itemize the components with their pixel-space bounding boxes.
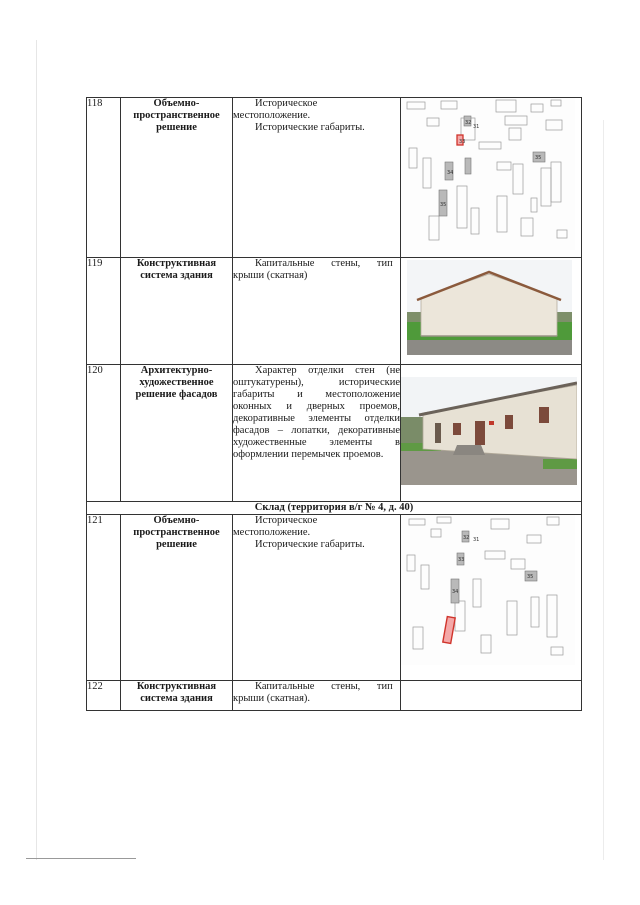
description-line: Исторические габариты. (255, 122, 365, 133)
element-name-line: Объемно- (153, 515, 200, 526)
footer-rule (26, 858, 136, 859)
description-line: Капитальные стены, тип (255, 681, 393, 692)
building-number-label: 35 (535, 155, 542, 161)
site-plan-map (401, 515, 575, 665)
description-line: Исторические габариты. (255, 539, 365, 550)
plan-buildings (451, 531, 537, 603)
element-name-line: система здания (140, 693, 213, 704)
element-name-line: решение (156, 539, 197, 550)
element-name-line: пространственное (133, 527, 220, 538)
building-number-label: 31 (473, 124, 480, 130)
plan-outlines (407, 517, 563, 655)
protected-elements-table (86, 97, 582, 711)
plan-outlines (407, 100, 567, 240)
photo-cell (401, 365, 582, 502)
description-paragraph: Характер отделки стен (не оштукатурены), исторические габариты и местоположение оконных и дверных проемов, декоративные элементы отделки фасадов – лопатки, декоративные художественные элементы в оформлении перемычек проемов. (233, 365, 400, 460)
element-name-line: художественное (139, 377, 214, 388)
building-number-label: 33 (459, 139, 466, 145)
element-name-line: пространственное (133, 110, 220, 121)
photo-cell (401, 681, 582, 711)
site-plan-cell (401, 98, 582, 258)
facade-photo (401, 377, 577, 485)
element-name-line: решение (156, 122, 197, 133)
element-name (121, 258, 233, 365)
scan-edge-right (603, 120, 604, 860)
row-number: 122 (87, 681, 121, 711)
table-row (87, 502, 582, 515)
row-number: 118 (87, 98, 121, 258)
element-name (121, 365, 233, 502)
site-plan-cell (401, 515, 582, 681)
element-name (121, 515, 233, 681)
element-name-line: решение фасадов (135, 389, 218, 400)
table-row (87, 365, 582, 502)
facade-window (453, 423, 461, 435)
building-number-label: 32 (465, 120, 472, 126)
element-description (233, 98, 401, 258)
building-number-label: 34 (452, 589, 459, 595)
description-line: крыши (скатная) (233, 270, 308, 281)
facade-door (475, 421, 485, 445)
element-description (233, 365, 401, 502)
building-number-label: 32 (463, 535, 470, 541)
element-description (233, 681, 401, 711)
building-number-label: 34 (447, 170, 454, 176)
element-name-line: Конструктивная (136, 681, 217, 692)
building-number-label: 33 (458, 557, 465, 563)
plan-buildings (439, 116, 545, 216)
description-line: Капитальные стены, тип (255, 258, 393, 269)
section-heading: Склад (территория в/г № 4, д. 40) (87, 502, 582, 515)
element-name-line: система здания (140, 270, 213, 281)
element-name-line: Конструктивная (136, 258, 217, 269)
element-name (121, 98, 233, 258)
facade-sign (489, 421, 494, 425)
site-plan-map (401, 98, 575, 250)
building-number-label: 31 (473, 537, 480, 543)
table-row (87, 681, 582, 711)
warehouse-photo (407, 260, 572, 355)
table-row (87, 515, 582, 681)
entrance-steps (453, 445, 485, 455)
building-number-label: 35 (440, 202, 447, 208)
description-line: Историческое (255, 98, 318, 109)
photo-cell (401, 258, 582, 365)
row-number: 121 (87, 515, 121, 681)
description-line: местоположение. (233, 527, 311, 538)
row-number: 120 (87, 365, 121, 502)
element-name-line: Объемно- (153, 98, 200, 109)
road (407, 340, 572, 355)
building-number-label: 35 (527, 574, 534, 580)
element-name (121, 681, 233, 711)
element-description (233, 515, 401, 681)
table-row (87, 98, 582, 258)
grass-right (543, 459, 577, 469)
description-line: местоположение. (233, 110, 311, 121)
description-line: крыши (скатная). (233, 693, 311, 704)
facade-window (505, 415, 513, 429)
table-row (87, 258, 582, 365)
row-number: 119 (87, 258, 121, 365)
facade-door (435, 423, 441, 443)
plan-labels (440, 120, 541, 208)
scan-edge-left (36, 40, 37, 860)
element-description (233, 258, 401, 365)
description-line: Историческое (255, 515, 318, 526)
element-name-line: Архитектурно- (140, 365, 213, 376)
highlighted-building (443, 617, 455, 644)
facade-window (539, 407, 549, 423)
